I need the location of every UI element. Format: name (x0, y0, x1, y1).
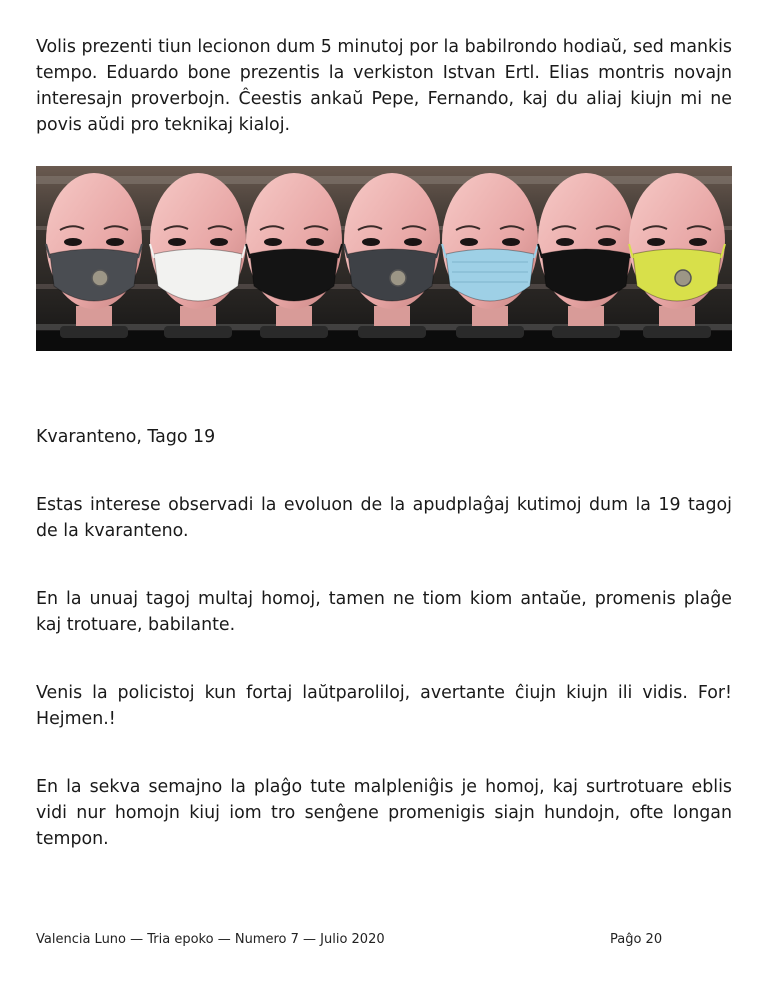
footer-publication: Valencia Luno — Tria epoko — Numero 7 — Julio 2020 (36, 932, 385, 947)
mask-valve (675, 270, 691, 286)
article-paragraph-2: En la unuaj tagoj multaj homoj, tamen ne tiom kiom antaŭe, promenis plaĝe kaj trotuare, babilante. (36, 589, 732, 635)
article-paragraph-3: Venis la policistoj kun fortaj laŭtparoliloj, avertante ĉiujn kiujn ili vidis. For! Hejmen.! (36, 683, 732, 729)
mask-valve (390, 270, 406, 286)
article-heading: Kvaranteno, Tago 19 (36, 427, 216, 447)
mask-valve (92, 270, 108, 286)
article-paragraph-1: Estas interese observadi la evoluon de la apudplaĝaj kutimoj dum la 19 tagoj de la kvaranteno. (36, 495, 732, 541)
masks-photo (36, 166, 732, 351)
footer-page-number: Paĝo 20 (610, 932, 663, 947)
intro-paragraph: Volis prezenti tiun lecionon dum 5 minutoj por la babilrondo hodiaŭ, sed mankis tempo. Eduardo bone prezentis la verkiston Istvan Ertl. Elias montris novajn interesajn proverbojn. Ĉeestis ankaŭ Pepe, Fernando, kaj du aliaj kiujn mi ne povis aŭdi pro teknikaj kialoj. (36, 37, 732, 135)
article-paragraph-4: En la sekva semajno la plaĝo tute malpleniĝis je homoj, kaj surtrotuare eblis vidi nur homojn kiuj iom tro senĝene promenigis siajn hundojn, ofte longan tempon. (36, 777, 732, 849)
mannequin-masks-illustration (36, 166, 732, 351)
